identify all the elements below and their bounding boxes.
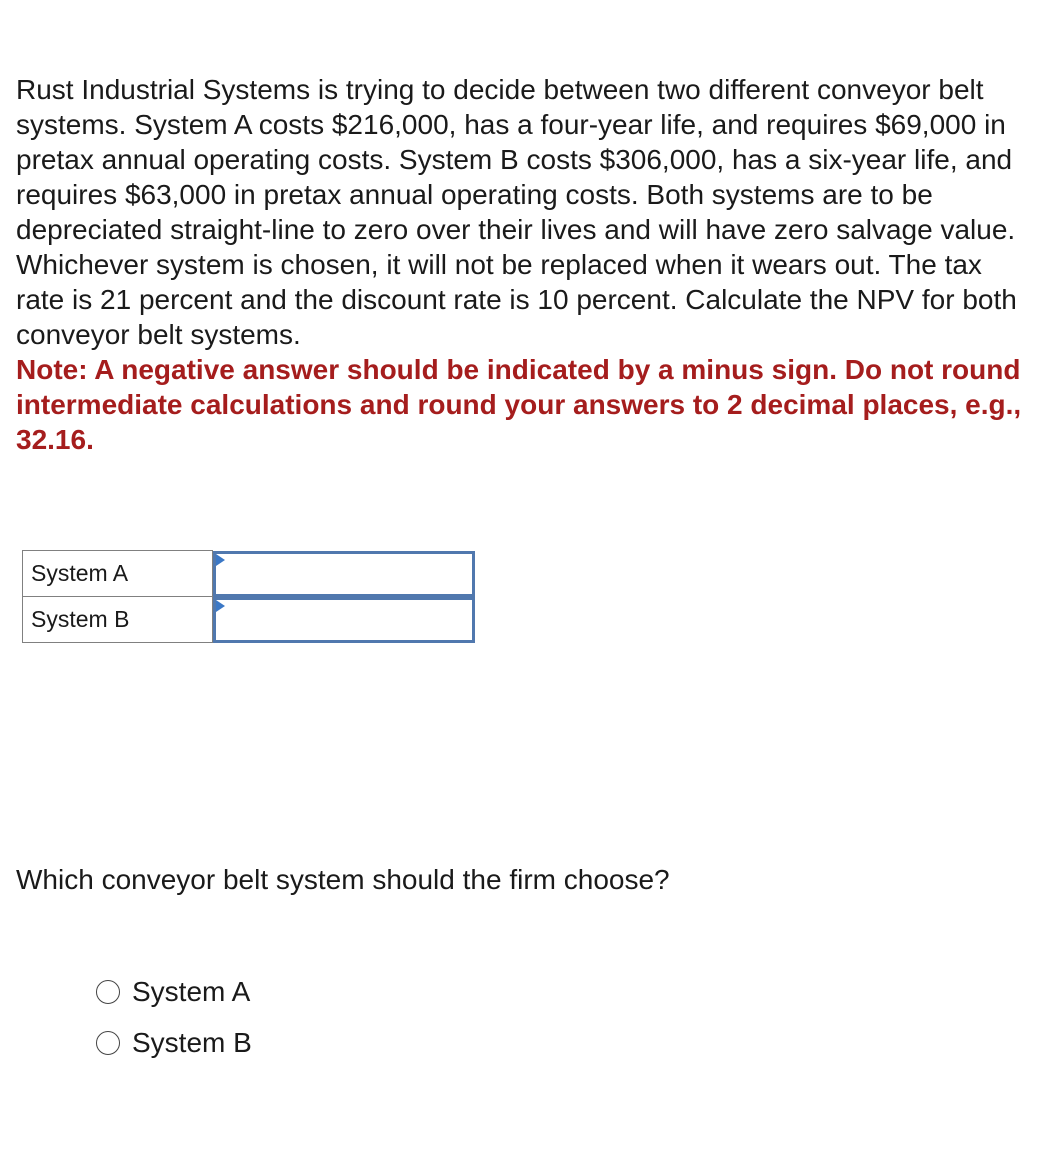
option-system-a[interactable] — [96, 966, 252, 1017]
radio-button-system-a[interactable] — [96, 980, 120, 1004]
choice-question-text: Which conveyor belt system should the firm choose? — [16, 864, 670, 895]
input-marker-icon — [216, 554, 225, 566]
system-a-input-cell — [213, 551, 476, 597]
radio-button-system-b[interactable] — [96, 1031, 120, 1055]
input-marker-icon — [216, 600, 225, 612]
table-row — [23, 551, 476, 597]
answer-note: Note: A negative answer should be indicated by a minus sign. Do not round intermediate calculations and round your answers to 2 decimal places, e.g., 32.16. — [16, 354, 1022, 455]
system-a-label: System A — [23, 551, 213, 597]
option-label-system-a: System A — [132, 975, 251, 1007]
choice-options — [96, 966, 252, 1068]
system-b-input-cell — [213, 597, 476, 643]
table-row — [23, 597, 476, 643]
system-b-npv-input[interactable] — [213, 597, 475, 643]
system-a-npv-input[interactable] — [213, 551, 475, 597]
system-b-label: System B — [23, 597, 213, 643]
option-label-system-b: System B — [132, 1026, 252, 1058]
question-text: Rust Industrial Systems is trying to decide between two different conveyor belt systems. System A costs $216,000, has a four-year life, and requires $69,000 in pretax annual operating costs. System B costs $306,000, has a six-year life, and requires $63,000 in pretax annual operating costs. Both systems are to be depreciated straight-line to zero over their lives and will have zero salvage value. Whichever system is chosen, it will not be replaced when it wears out. The tax rate is 21 percent and the discount rate is 10 percent. Calculate the NPV for both conveyor belt systems. — [16, 74, 1017, 350]
question-block — [16, 72, 1026, 457]
npv-table — [22, 550, 476, 643]
option-system-b[interactable] — [96, 1017, 252, 1068]
